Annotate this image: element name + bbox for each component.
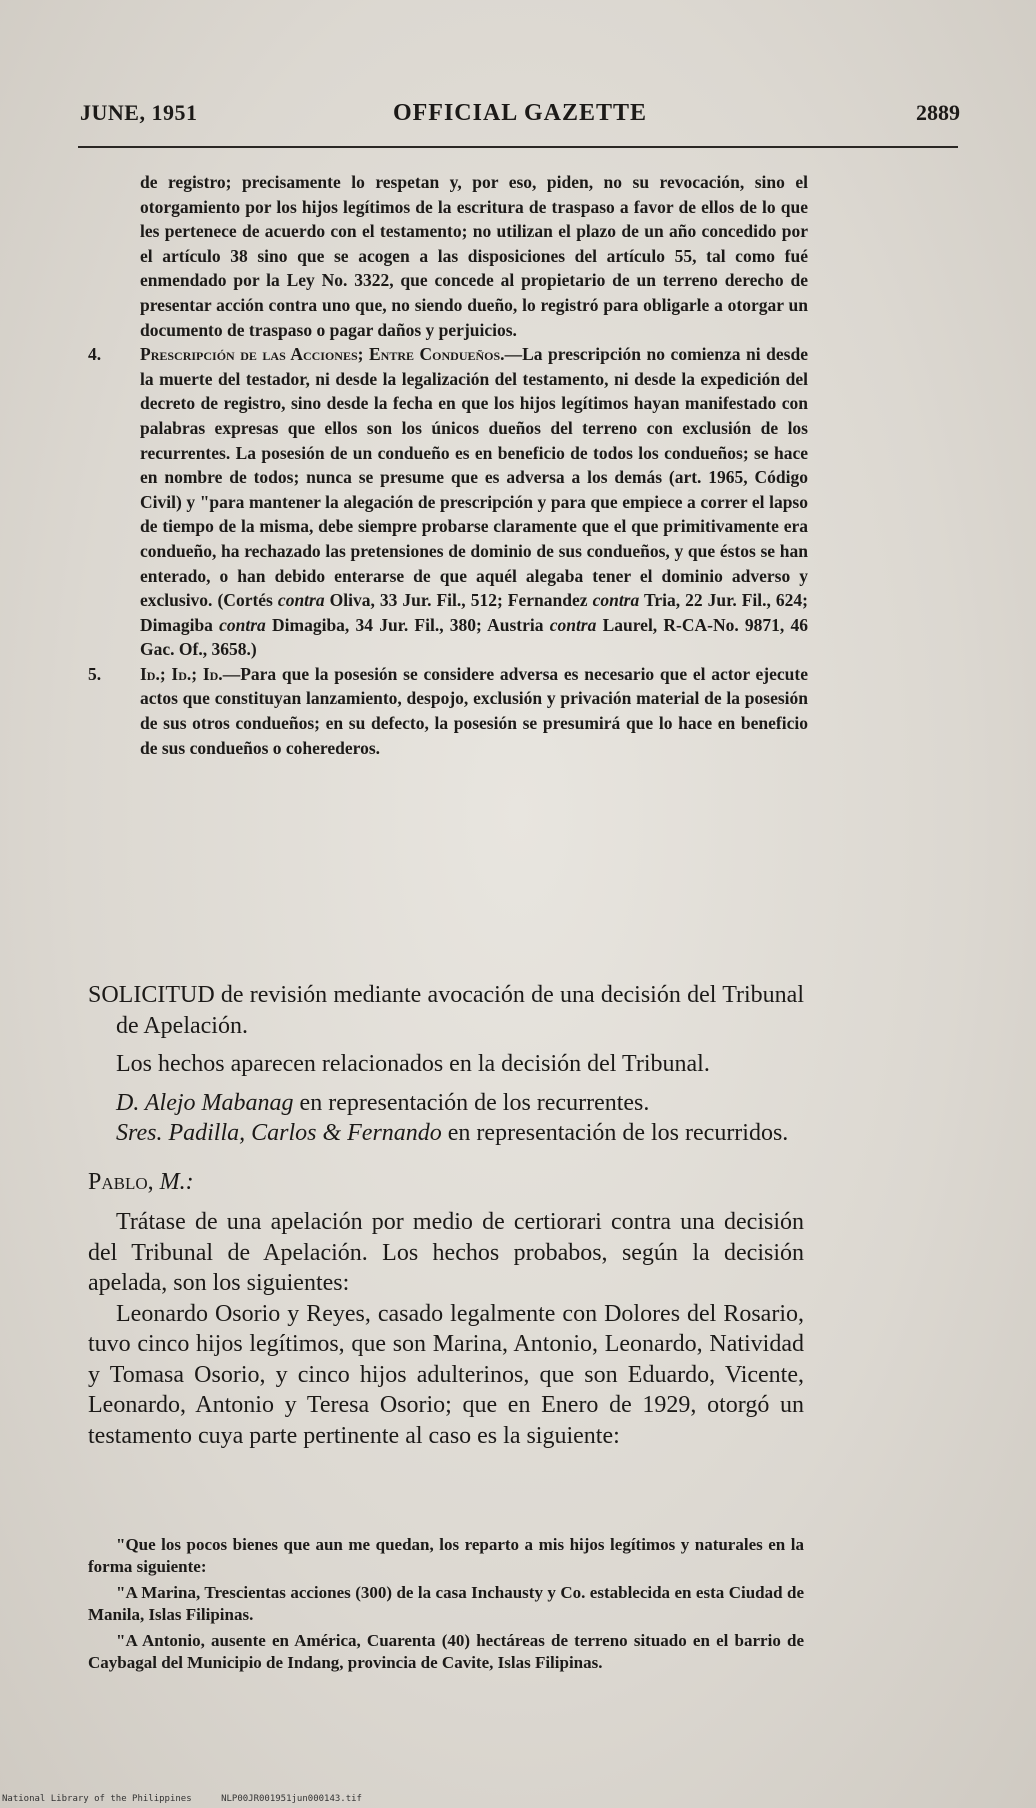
quote-paragraph-2: "A Marina, Trescientas acciones (300) de la casa Inchausty y Co. establecida en esta Ciudad de Manila, Islas Filipinas. [88, 1583, 804, 1624]
page-header [80, 100, 960, 136]
header-title: OFFICIAL GAZETTE [392, 100, 648, 126]
scan-footer [2, 1794, 386, 1804]
counsel-2-name: Sres. Padilla, Carlos & Fernando [116, 1120, 442, 1146]
citation-text: Oliva, 33 Jur. Fil., 512; Fernandez [324, 590, 593, 611]
syllabus-item-5 [88, 662, 808, 760]
header-page-number: 2889 [916, 100, 960, 125]
counsel-1-name: D. Alejo Mabanag [116, 1089, 294, 1116]
footer-library: National Library of the Philippines [2, 1794, 192, 1804]
judge-suffix: M.: [159, 1168, 194, 1195]
decision-body [88, 980, 804, 1451]
counsel-2-text: en representación de los recurridos. [441, 1120, 789, 1146]
citation-text: Tria, 22 Jur. Fil., 624; Dimagiba [140, 590, 809, 635]
citation-text: (Cortés [217, 590, 278, 611]
citation-contra: contra [219, 614, 266, 635]
footer-filename: NLP00JR001951jun000143.tif [221, 1794, 362, 1804]
syllabus-item-4 [88, 342, 808, 662]
syllabus-item-5-text: —Para que la posesión se considere adversa es necesario que el actor ejecute actos que constituyan lanzamiento, despojo, exclusión y privación material de la posesión de sus otros condueños; en su defecto, la posesión se presumirá que lo hace en beneficio de sus condueños o coherederos. [140, 663, 808, 758]
opinion-paragraph-1: Trátase de una apelación por medio de certiorari contra una decisión del Tribunal de Apelación. Los hechos probabos, según la decisión apelada, son los siguientes: [88, 1209, 804, 1296]
judge-name: Pablo, [88, 1168, 154, 1195]
header-rule [78, 146, 958, 148]
syllabus-item-5-heading: Id.; Id.; Id. [140, 663, 223, 684]
syllabus [88, 170, 808, 760]
counsel-petitioners [88, 1088, 804, 1119]
hechos-paragraph: Los hechos aparecen relacionados en la decisión del Tribunal. [116, 1051, 710, 1077]
counsel-respondents [88, 1118, 804, 1149]
citation-text: Laurel, R-CA-No. 9871, 46 Gac. Of., 3658.) [140, 614, 808, 660]
syllabus-item-4-heading: Prescripción de las Acciones; Entre Condueños. [140, 344, 505, 365]
counsel-1-text: en representación de los recurrentes. [293, 1089, 650, 1116]
citation-contra: contra [549, 614, 597, 635]
judge-line [88, 1167, 804, 1198]
header-date: JUNE, 1951 [80, 100, 198, 125]
syllabus-item-4-text: —La prescripción no comienza ni desde la muerte del testador, ni desde la legalización del testamento, ni desde la expedición del decreto de registro, sino desde la fecha en que los hijos legítimos hayan manifestado con palabras expresas que ellos son los únicos dueños del terreno con exclusión de los recurrentes. La posesión de un condueño es en beneficio de todos los condueños; se hace en nombre de todos; nunca se presume que es adversa a los demás (art. 1965, Código Civil) y "para mantener la alegación de prescripción y para que empiece a correr el lapso de tiempo de la misma, debe siempre probarse claramente que el que primitivamente era condueño, ha rechazado las pretensiones de dominio de sus condueños, y que éstos se han enterado, o han debido enterarse de que aquél alegaba tener el dominio adverso y exclusivo. [140, 344, 808, 611]
citation-contra: contra [592, 590, 640, 611]
quote-paragraph-3: "A Antonio, ausente en América, Cuarenta (40) hectáreas de terreno situado en el barrio de Caybagal del Municipio de Indang, provincia de Cavite, Islas Filipinas. [88, 1631, 804, 1672]
syllabus-item-5-number: 5. [88, 663, 102, 684]
solicitud-text: de revisión mediante avocación de una decisión del Tribunal de Apelación. [116, 982, 804, 1039]
syllabus-continuation: de registro; precisamente lo respetan y, por eso, piden, no su revocación, sino el otorgamiento por los hijos legítimos de la escritura de traspaso a favor de ellos de lo que les pertenece de acuerdo con el testamento; no utilizan el plazo de un año concedido por el artículo 38 sino que se acogen a las disposiciones del artículo 55, tal como fué enmendado por la Ley No. 3322, que concede al propietario de un terreno derecho de presentar acción contra uno que, no siendo dueño, lo registró para obligarle a otorgar un documento de traspaso o pagar daños y perjuicios. [140, 172, 808, 340]
opinion-paragraph-2: Leonardo Osorio y Reyes, casado legalmente con Dolores del Rosario, tuvo cinco hijos legítimos, que son Marina, Antonio, Leonardo, Natividad y Tomasa Osorio, y cinco hijos adulterinos, que son Eduardo, Vicente, Leonardo, Antonio y Teresa Osorio; que en Enero de 1929, otorgó un testamento cuya parte pertinente al caso es la siguiente: [88, 1300, 804, 1449]
citation-contra: contra [277, 590, 325, 611]
solicitud-paragraph [88, 980, 804, 1041]
will-quotation [88, 1534, 804, 1678]
quote-paragraph-1: "Que los pocos bienes que aun me quedan, los reparto a mis hijos legítimos y naturales en la forma siguiente: [88, 1535, 804, 1576]
solicitud-lead: SOLICITUD [88, 982, 215, 1008]
syllabus-item-4-number: 4. [88, 344, 102, 365]
citation-text: Dimagiba, 34 Jur. Fil., 380; Austria [265, 614, 550, 635]
